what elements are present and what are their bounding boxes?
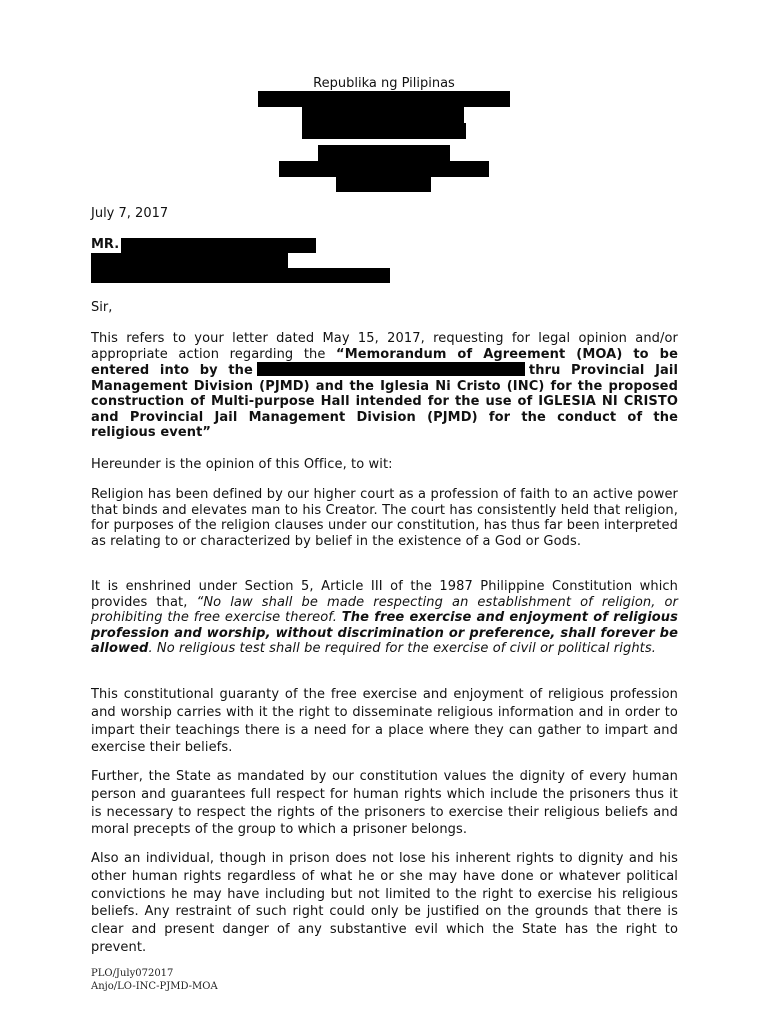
- paragraph-prisoner-rights: Also an individual, though in prison does not lose his inherent rights to dignity and his other human rights regardless of what he or she may have done or whatever political convictions he may have including but not limited to the right to exercise his religious beliefs. Any restraint of such right could only be justified on the grounds that there is clear and present danger of any substantive evil which the State has the right to prevent.: [91, 851, 678, 955]
- constitution-quote-italic: “No law shall be made respecting an establishment of religion, or prohibiting the free exercise thereof.: [91, 594, 679, 625]
- redacted-letterhead-line-2: [302, 107, 464, 123]
- redacted-addressee-name: [121, 238, 316, 253]
- reference-footer: [91, 967, 218, 993]
- constitution-quote-bold: The free exercise and enjoyment of religious profession and worship, without discrimination or preference, shall forever be allowed: [91, 610, 678, 656]
- paragraph-reference-text: This refers to your letter dated May 15, 2017, requesting for legal opinion and/or appropriate action regarding the: [91, 331, 678, 362]
- redacted-letterhead-line-1: [258, 91, 510, 107]
- constitution-quote-end: . No religious test shall be required for the exercise of civil or political rights.: [148, 641, 656, 656]
- redacted-addressee-line-3: [91, 268, 390, 283]
- redacted-letterhead-line-3: [302, 123, 466, 139]
- redacted-entity-name: [257, 362, 525, 376]
- moa-title-start: “Memorandum of Agreement (MOA) to be entered into by the: [91, 346, 678, 378]
- country-heading: Republika ng Pilipinas: [313, 76, 455, 91]
- paragraph-reference: [91, 331, 678, 441]
- paragraph-religion-definition: Religion has been defined by our higher court as a profession of faith to an active power that binds and elevates man to his Creator. The court has consistently held that religion, for purposes of the religion clauses under our constitution, has thus far been interpreted as relating to or characterized by belief in the existence of a God or Gods.: [91, 487, 678, 549]
- redacted-letterhead-line-5: [279, 161, 489, 177]
- redacted-letterhead-line-6: [336, 176, 431, 192]
- addressee-prefix: MR.: [91, 237, 120, 252]
- letter-date: July 7, 2017: [91, 206, 169, 221]
- paragraph-constitutional-guaranty: This constitutional guaranty of the free exercise and enjoyment of religious profession and worship carries with it the right to disseminate religious information and in order to impart their teachings there is a need for a place where they can gather to impart and exercise their beliefs.: [91, 687, 678, 756]
- paragraph-constitution: [91, 579, 678, 657]
- footer-reference-line-1: PLO/July072017: [91, 968, 174, 979]
- redacted-addressee-line-2: [91, 253, 288, 268]
- footer-reference-line-2: Anjo/LO-INC-PJMD-MOA: [91, 981, 218, 992]
- paragraph-opinion-intro: Hereunder is the opinion of this Office, to wit:: [91, 457, 393, 472]
- redacted-letterhead-line-4: [318, 145, 450, 161]
- salutation: Sir,: [91, 300, 113, 315]
- moa-title-rest: thru Provincial Jail Management Division (PJMD) and the Iglesia Ni Cristo (INC) for the proposed construction of Multi-purpose Hall intended for the use of IGLESIA NI CRISTO and Provincial Jail Management Division (PJMD) for the conduct of the religious event”: [91, 363, 678, 440]
- constitution-intro-text: It is enshrined under Section 5, Article III of the 1987 Philippine Constitution which provides that,: [91, 579, 678, 610]
- paragraph-state-mandate: Further, the State as mandated by our constitution values the dignity of every human person and guarantees full respect for human rights which include the prisoners thus it is necessary to respect the rights of the prisoners to exercise their religious beliefs and moral precepts of the group to which a prisoner belongs.: [91, 769, 678, 838]
